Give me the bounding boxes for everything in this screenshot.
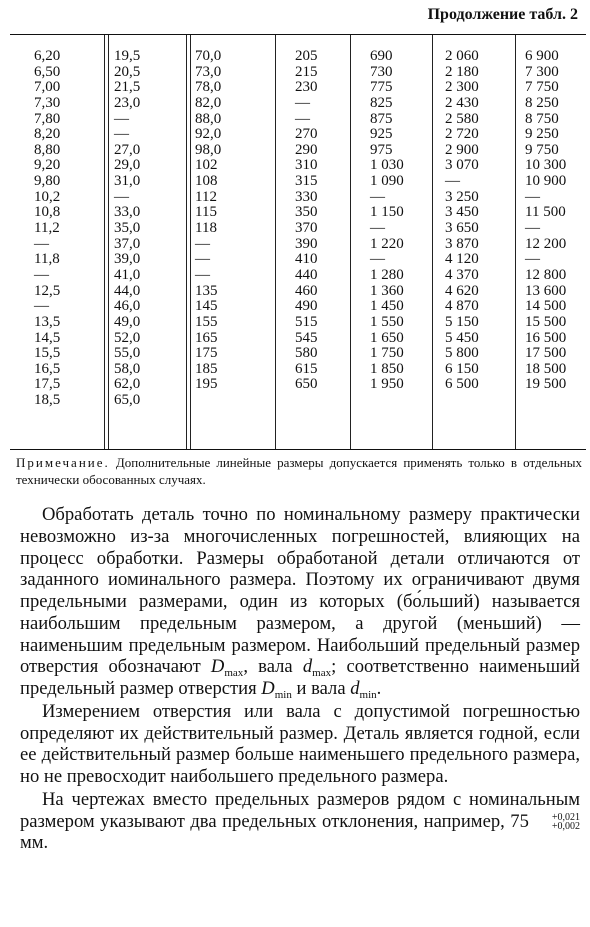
table-cell: 15,5 [34, 345, 61, 362]
table-cell: 175 [195, 345, 218, 362]
table-cell: 440 [295, 266, 318, 283]
table-column [295, 49, 318, 449]
table-column [34, 49, 60, 449]
text-run: , вала [243, 656, 303, 678]
column-divider [350, 35, 351, 449]
table-cell: 975 [370, 141, 393, 158]
nominal-size: 75 [510, 810, 529, 832]
table-cell: — [195, 251, 210, 268]
table-cell: 410 [295, 251, 318, 268]
table-cell: 2 580 [445, 110, 479, 127]
table-column [525, 49, 566, 449]
table-cell: 2 900 [445, 141, 479, 158]
table-cell: 73,0 [195, 63, 222, 80]
table-cell: 16 500 [525, 329, 567, 346]
table-cell: 205 [295, 48, 318, 64]
table-cell: 6 500 [445, 376, 479, 393]
table-cell: 3 250 [445, 188, 479, 205]
table-cell: — [370, 188, 385, 205]
table-cell: 12 200 [525, 235, 567, 252]
table-cell: 390 [295, 235, 318, 252]
table-cell: — [525, 251, 540, 268]
table-cell: 145 [195, 298, 218, 315]
table-cell: 1 450 [370, 298, 404, 315]
table-cell: 62,0 [114, 376, 141, 393]
table-cell: 3 870 [445, 235, 479, 252]
table-cell: 11,8 [34, 251, 60, 268]
math-subscript: min [274, 689, 292, 701]
table-cell: 7,00 [34, 79, 61, 96]
table-cell: 17 500 [525, 345, 567, 362]
math-symbol: D [261, 678, 275, 699]
table-cell: 650 [295, 376, 318, 393]
table-cell: 1 360 [370, 282, 404, 299]
column-divider [275, 35, 276, 449]
table-cell: 1 150 [370, 204, 404, 221]
table-cell: 49,0 [114, 313, 141, 330]
table-cell: — [34, 298, 49, 315]
text-run: Обработать деталь точно по номинальному размеру практически невозможно из-за многочисленных погрешностей, влияющих на процесс обработки. Размеры обработаной детали отличаются от заданного иоминального размера. Поэтому их ограничивают двумя предельными размерами, один из которых (бо́льший) называется наибольшим предельным размером, а другой (меньший) — наименьшим предельным размером. Наибольший предельный размер отверстия обозначают [20, 504, 580, 678]
table-cell: 14,5 [34, 329, 61, 346]
table-cell: — [34, 266, 49, 283]
table-cell: 55,0 [114, 345, 141, 362]
table-cell: 6 150 [445, 360, 479, 377]
note-label: Примечание. [16, 455, 110, 470]
dimensions-table [10, 34, 586, 450]
table-cell: 135 [195, 282, 218, 299]
table-cell: 2 060 [445, 48, 479, 64]
table-cell: 8,20 [34, 126, 61, 143]
table-cell: 112 [195, 188, 217, 205]
table-cell: 185 [195, 360, 218, 377]
table-cell: 730 [370, 63, 393, 80]
table-cell: 4 120 [445, 251, 479, 268]
table-cell: 27,0 [114, 141, 141, 158]
table-cell: 17,5 [34, 376, 61, 393]
table-cell: 19 500 [525, 376, 567, 393]
table-cell: 350 [295, 204, 318, 221]
table-cell: 155 [195, 313, 218, 330]
table-cell: 20,5 [114, 63, 141, 80]
text-run: ; соответственно наименьший предельный размер отверстия [20, 656, 581, 699]
table-cell: 46,0 [114, 298, 141, 315]
table-cell: 825 [370, 94, 393, 111]
math-subscript: min [359, 689, 377, 701]
tolerance-deviations [530, 813, 580, 831]
table-cell: — [525, 220, 540, 237]
table-cell: 5 150 [445, 313, 479, 330]
table-cell: 690 [370, 48, 393, 64]
table-cell: 165 [195, 329, 218, 346]
table-cell: 65,0 [114, 392, 141, 409]
table-cell: 195 [195, 376, 218, 393]
table-cell: 5 800 [445, 345, 479, 362]
table-cell: — [114, 126, 129, 143]
table-cell: 8 250 [525, 94, 559, 111]
table-column [195, 49, 221, 449]
table-cell: 4 870 [445, 298, 479, 315]
table-cell: 460 [295, 282, 318, 299]
table-cell: — [114, 188, 129, 205]
table-cell: 7 300 [525, 63, 559, 80]
table-cell: 13 600 [525, 282, 567, 299]
table-cell: 490 [295, 298, 318, 315]
table-cell: 370 [295, 220, 318, 237]
table-cell: 1 030 [370, 157, 404, 174]
table-cell: 1 650 [370, 329, 404, 346]
table-cell: 21,5 [114, 79, 141, 96]
table-cell: 44,0 [114, 282, 141, 299]
table-cell: 6,50 [34, 63, 61, 80]
table-cell: 2 720 [445, 126, 479, 143]
table-cell: 615 [295, 360, 318, 377]
table-cell: 1 750 [370, 345, 404, 362]
table-cell: 7,80 [34, 110, 61, 127]
table-cell: 23,0 [114, 94, 141, 111]
table-cell: 4 370 [445, 266, 479, 283]
table-cell: — [525, 188, 540, 205]
table-cell: 58,0 [114, 360, 141, 377]
table-cell: 5 450 [445, 329, 479, 346]
table-cell: 18,5 [34, 392, 61, 409]
paragraph [20, 789, 580, 854]
table-cell: 33,0 [114, 204, 141, 221]
column-divider [515, 35, 516, 449]
table-cell: 115 [195, 204, 217, 221]
table-cell: — [195, 266, 210, 283]
math-symbol: D [210, 656, 225, 678]
table-cell: — [34, 235, 49, 252]
lower-deviation: +0,002 [551, 821, 580, 833]
text-run: и вала [291, 678, 351, 699]
table-cell: 88,0 [195, 110, 222, 127]
paragraph: Измерением отверстия или вала с допустимой погрешностью определяют их действительный размер. Деталь является годной, если ее действительный размер больше наименьшего предельного размера, но не превосходит наибольшего предельного размера. [20, 700, 580, 787]
table-cell: — [195, 235, 210, 252]
table-cell: 118 [195, 220, 217, 237]
table-cell: 29,0 [114, 157, 141, 174]
table-cell: 12 800 [525, 266, 567, 283]
table-cell: 19,5 [114, 48, 141, 64]
column-divider [186, 35, 191, 449]
table-cell: 98,0 [195, 141, 222, 158]
table-cell: 37,0 [114, 235, 141, 252]
table-cell: 1 550 [370, 313, 404, 330]
table-cell: 330 [295, 188, 318, 205]
table-cell: 1 280 [370, 266, 404, 283]
table-cell: 52,0 [114, 329, 141, 346]
table-cell: 11 500 [525, 204, 566, 221]
math-symbol: d [302, 656, 313, 678]
table-cell: 9 250 [525, 126, 559, 143]
table-cell: 14 500 [525, 298, 567, 315]
table-cell: 875 [370, 110, 393, 127]
table-cell: 580 [295, 345, 318, 362]
math-subscript: max [312, 667, 332, 680]
table-cell: 10 900 [525, 173, 567, 190]
table-cell: 515 [295, 313, 318, 330]
table-cell: — [295, 110, 310, 127]
table-cell: 82,0 [195, 94, 222, 111]
paragraph [20, 504, 580, 700]
body-text [20, 504, 580, 854]
table-cell: 310 [295, 157, 318, 174]
table-cell: 3 070 [445, 157, 479, 174]
table-cell: 545 [295, 329, 318, 346]
math-subscript: max [224, 667, 244, 680]
table-cell: 9 750 [525, 141, 559, 158]
table-cell: 13,5 [34, 313, 61, 330]
table-cell: — [295, 94, 310, 111]
table-cell: 18 500 [525, 360, 567, 377]
table-cell: 1 950 [370, 376, 404, 393]
table-cell: 6 900 [525, 48, 559, 64]
table-cell: 925 [370, 126, 393, 143]
table-cell: 92,0 [195, 126, 222, 143]
table-cell: 78,0 [195, 79, 222, 96]
column-divider [104, 35, 109, 449]
table-cell: 39,0 [114, 251, 141, 268]
text-run: На чертежах вместо предельных размеров рядом с номинальным размером указывают два предельных отклонения, например, [20, 788, 580, 832]
table-cell: 102 [195, 157, 218, 174]
table-cell: 290 [295, 141, 318, 158]
table-cell: 2 430 [445, 94, 479, 111]
table-cell: — [370, 220, 385, 237]
note-text: Дополнительные линейные размеры допускается применять только в отдельных технически обосованных случаях. [16, 455, 582, 487]
table-cell: 1 220 [370, 235, 404, 252]
table-cell: 7,30 [34, 94, 61, 111]
upper-deviation: +0,021 [551, 812, 580, 824]
table-cell: 16,5 [34, 360, 61, 377]
table-cell: 10,2 [34, 188, 61, 205]
table-cell: 11,2 [34, 220, 60, 237]
table-cell: 4 620 [445, 282, 479, 299]
text-run: мм. [20, 832, 49, 854]
table-cell: 10 300 [525, 157, 567, 174]
table-cell: 8 750 [525, 110, 559, 127]
table-cell: — [445, 173, 460, 190]
column-divider [432, 35, 433, 449]
table-cell: 2 180 [445, 63, 479, 80]
math-symbol: d [350, 678, 360, 699]
table-cell: 9,20 [34, 157, 61, 174]
table-cell: 108 [195, 173, 218, 190]
table-cell: 31,0 [114, 173, 141, 190]
table-cell: — [370, 251, 385, 268]
table-cell: 1 850 [370, 360, 404, 377]
table-cell: 9,80 [34, 173, 61, 190]
table-cell: 3 650 [445, 220, 479, 237]
table-cell: 70,0 [195, 48, 222, 64]
table-continuation-caption: Продолжение табл. 2 [427, 6, 578, 23]
table-cell: 41,0 [114, 266, 141, 283]
table-cell: 7 750 [525, 79, 559, 96]
table-cell: 2 300 [445, 79, 479, 96]
table-cell: 775 [370, 79, 393, 96]
table-cell: 3 450 [445, 204, 479, 221]
table-column [114, 49, 140, 449]
table-cell: 1 090 [370, 173, 404, 190]
table-cell: 15 500 [525, 313, 567, 330]
table-cell: 6,20 [34, 48, 61, 64]
table-cell: 10,8 [34, 204, 61, 221]
table-cell: 35,0 [114, 220, 141, 237]
table-cell: 270 [295, 126, 318, 143]
table-note [16, 454, 582, 488]
table-cell: 315 [295, 173, 318, 190]
table-cell: 12,5 [34, 282, 61, 299]
table-cell: 8,80 [34, 141, 61, 158]
table-cell: — [114, 110, 129, 127]
table-cell: 230 [295, 79, 318, 96]
table-column [445, 49, 479, 449]
text-run: . [376, 678, 382, 699]
table-column [370, 49, 404, 449]
table-cell: 215 [295, 63, 318, 80]
